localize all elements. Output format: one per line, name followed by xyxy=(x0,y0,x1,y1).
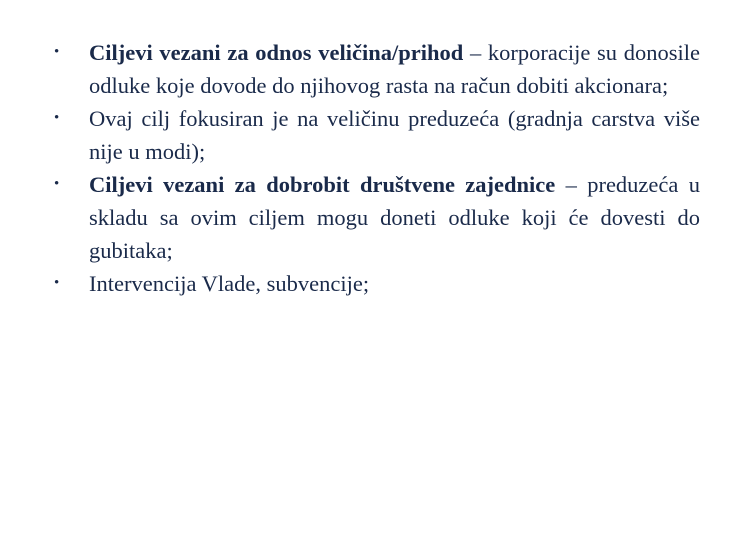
bullet-bold-text: Ciljevi vezani za odnos veličina/prihod xyxy=(89,40,464,65)
list-item xyxy=(0,102,700,168)
bullet-marker: • xyxy=(54,110,60,126)
list-item xyxy=(0,168,700,267)
bullet-text: Intervencija Vlade, subvencije; xyxy=(89,271,370,296)
list-item xyxy=(0,267,700,300)
list-item xyxy=(0,36,700,102)
bullet-text: – korporacije su donosile odluke koje dovode do njihovog rasta na račun dobiti akcionara; xyxy=(89,40,700,98)
bullet-text: – preduzeća u skladu sa ovim ciljem mogu doneti odluke koji će dovesti do gubitaka; xyxy=(89,172,700,263)
bullet-marker: • xyxy=(54,176,60,192)
bullet-list xyxy=(0,36,750,300)
bullet-marker: • xyxy=(54,44,60,60)
bullet-marker: • xyxy=(54,275,60,291)
bullet-text: Ovaj cilj fokusiran je na veličinu preduzeća (gradnja carstva više nije u modi); xyxy=(89,106,700,164)
bullet-bold-text: Ciljevi vezani za dobrobit društvene zajednice xyxy=(89,172,556,197)
